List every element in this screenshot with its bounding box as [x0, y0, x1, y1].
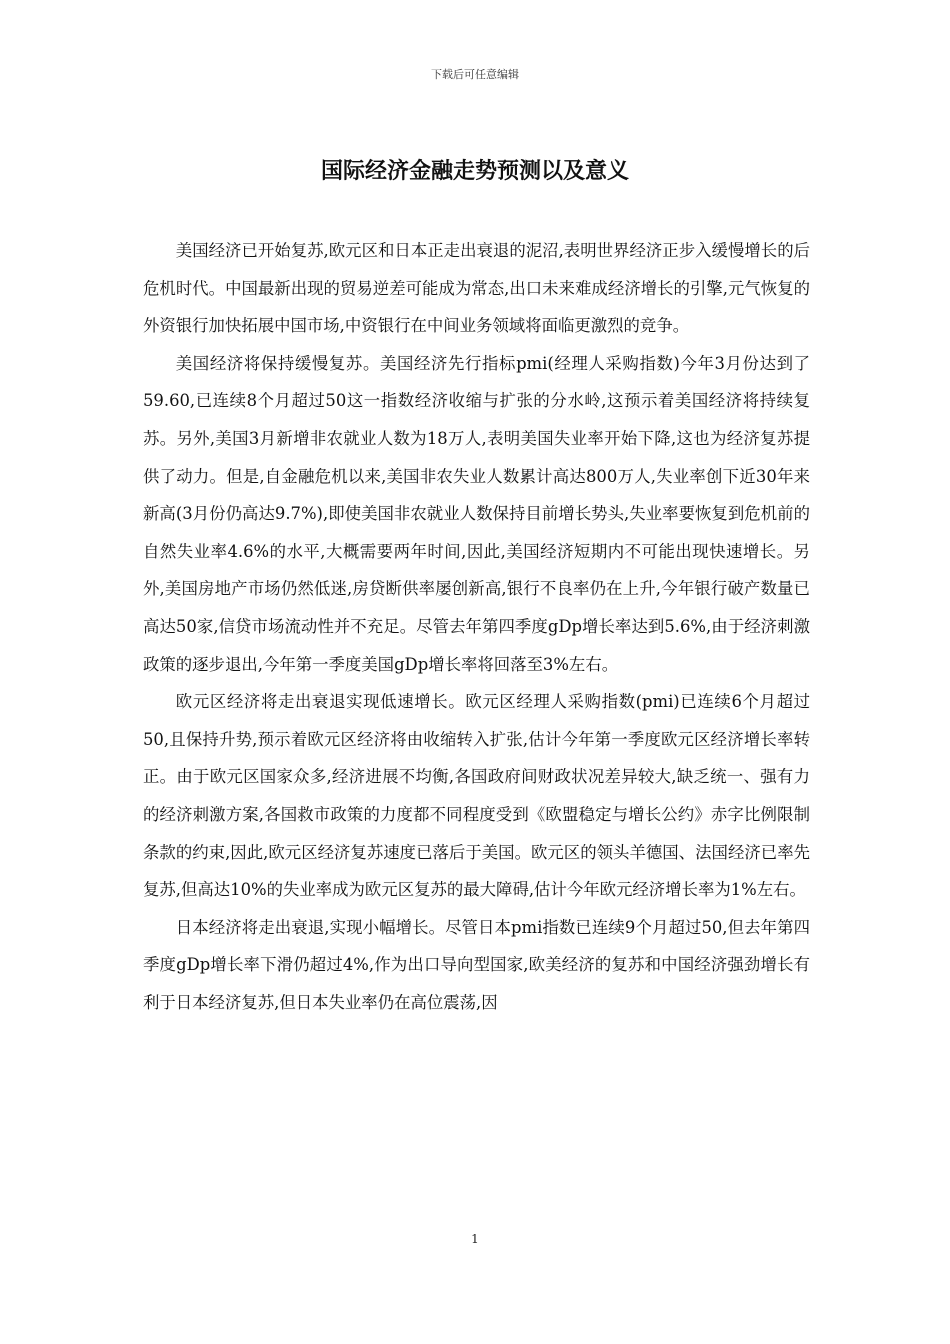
page-header-note: 下载后可任意编辑: [431, 68, 519, 81]
body-paragraph: 美国经济将保持缓慢复苏。美国经济先行指标pmi(经理人采购指数)今年3月份达到了59.60,已连续8个月超过50这一指数经济收缩与扩张的分水岭,这预示着美国经济将持续复苏。另外,美国3月新增非农就业人数为18万人,表明美国失业率开始下降,这也为经济复苏提供了动力。但是,自金融危机以来,美国非农失业人数累计高达800万人,失业率创下近30年来新高(3月份仍高达9.7%),即使美国非农就业人数保持目前增长势头,失业率要恢复到危机前的自然失业率4.6%的水平,大概需要两年时间,因此,美国经济短期内不可能出现快速增长。另外,美国房地产市场仍然低迷,房贷断供率屡创新高,银行不良率仍在上升,今年银行破产数量已高达50家,信贷市场流动性并不充足。尽管去年第四季度gDp增长率达到5.6%,由于经济刺激政策的逐步退出,今年第一季度美国gDp增长率将回落至3%左右。: [143, 353, 810, 674]
body-paragraph: 美国经济已开始复苏,欧元区和日本正走出衰退的泥沼,表明世界经济正步入缓慢增长的后危机时代。中国最新出现的贸易逆差可能成为常态,出口未来难成经济增长的引擎,元气恢复的外资银行加快拓展中国市场,中资银行在中间业务领域将面临更激烈的竞争。: [143, 241, 810, 336]
page-number: 1: [471, 1232, 479, 1246]
document-body: [143, 232, 810, 1021]
document-title: 国际经济金融走势预测以及意义: [320, 159, 629, 184]
body-paragraph: 日本经济将走出衰退,实现小幅增长。尽管日本pmi指数已连续9个月超过50,但去年第四季度gDp增长率下滑仍超过4%,作为出口导向型国家,欧美经济的复苏和中国经济强劲增长有利于日本经济复苏,但日本失业率仍在高位震荡,因: [143, 917, 810, 1012]
body-paragraph: 欧元区经济将走出衰退实现低速增长。欧元区经理人采购指数(pmi)已连续6个月超过50,且保持升势,预示着欧元区经济将由收缩转入扩张,估计今年第一季度欧元区经济增长率转正。由于欧元区国家众多,经济进展不均衡,各国政府间财政状况差异较大,缺乏统一、强有力的经济刺激方案,各国救市政策的力度都不同程度受到《欧盟稳定与增长公约》赤字比例限制条款的约束,因此,欧元区经济复苏速度已落后于美国。欧元区的领头羊德国、法国经济已率先复苏,但高达10%的失业率成为欧元区复苏的最大障碍,估计今年欧元经济增长率为1%左右。: [143, 692, 810, 900]
